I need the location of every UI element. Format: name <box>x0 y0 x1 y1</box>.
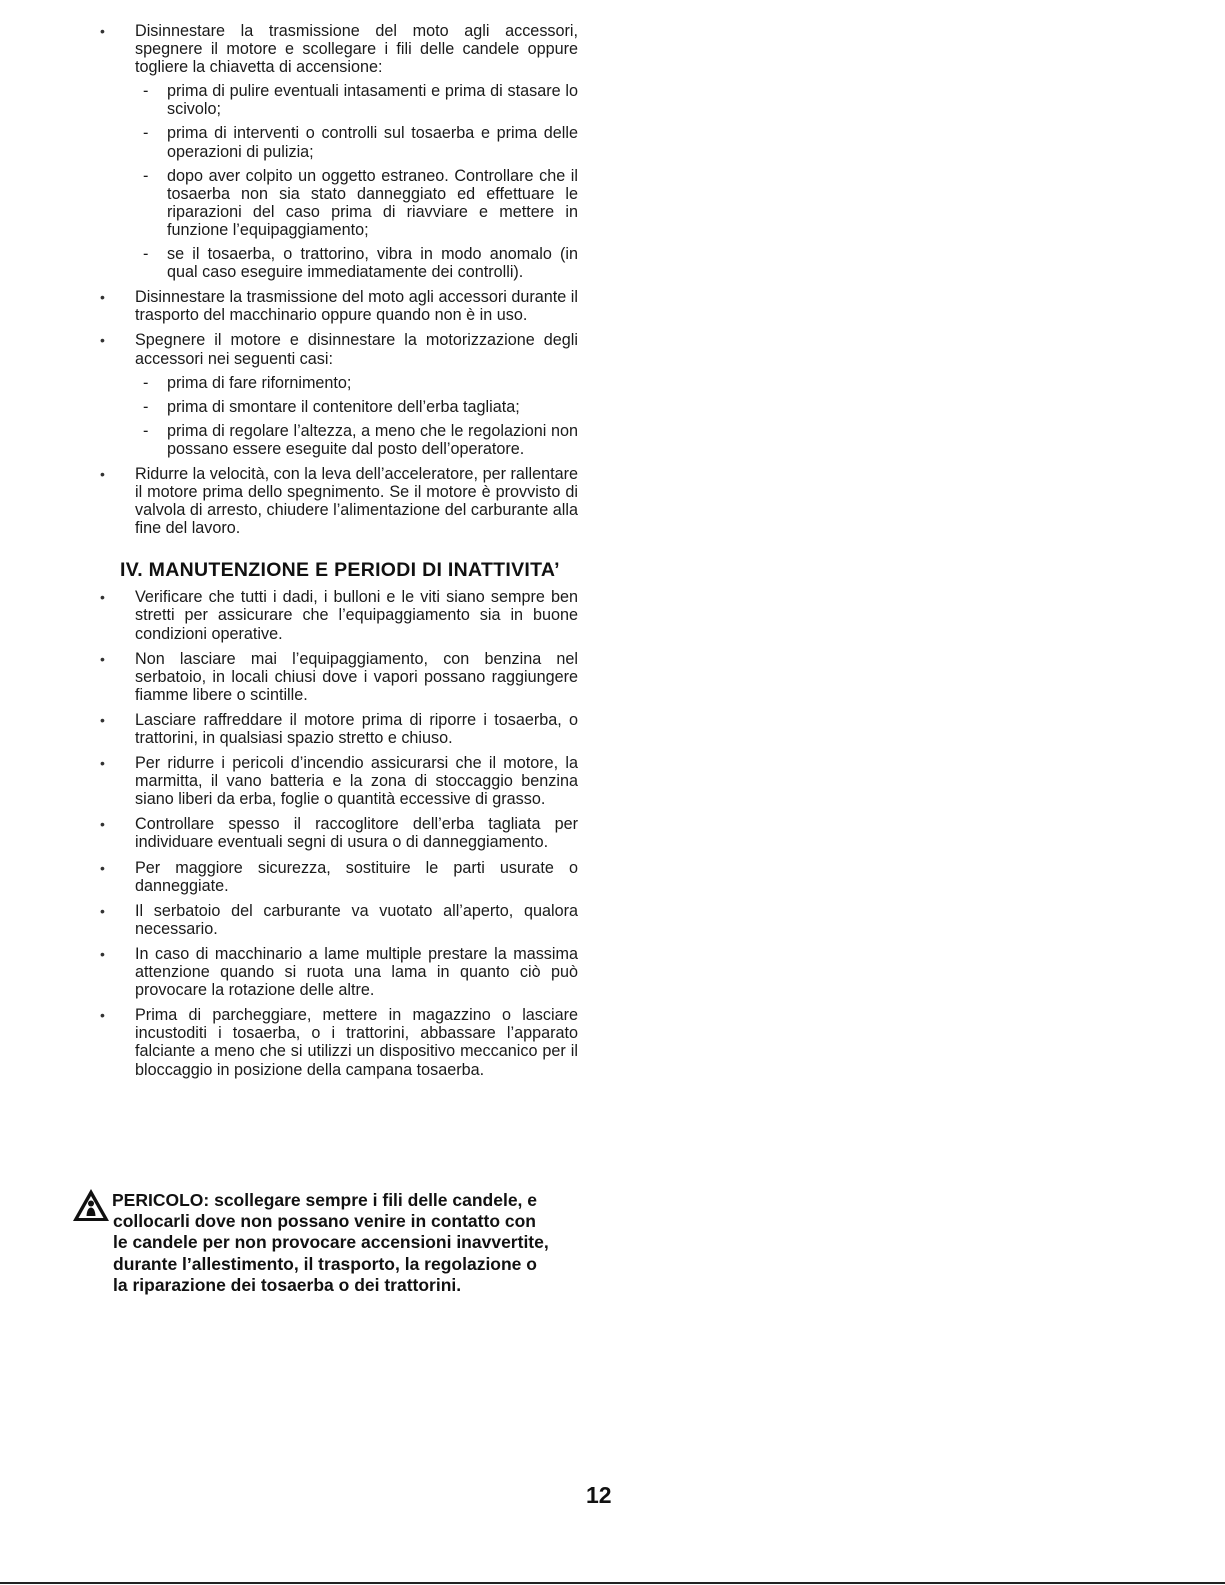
section-heading: IV. MANUTENZIONE E PERIODI DI INATTIVITA’ <box>120 559 560 582</box>
danger-text-line: PERICOLO: scollegare sempre i fili delle candele, e <box>112 1190 538 1210</box>
list-item <box>100 859 578 895</box>
list-item-text: In caso di macchinario a lame multiple prestare la massima attenzione quando si ruota una lama in quanto ciò può provocare la rotazione delle altre. <box>135 944 578 1000</box>
list-item <box>100 331 578 458</box>
text-column <box>100 22 578 1086</box>
bullet: • <box>100 332 105 349</box>
bullet: • <box>100 755 105 772</box>
danger-text-line: collocarli dove non possano venire in contatto con <box>113 1211 536 1232</box>
bullet: • <box>100 589 105 606</box>
dash: - <box>143 82 149 101</box>
sub-list-item <box>135 82 578 118</box>
sub-list-item <box>135 245 578 281</box>
list-item <box>100 945 578 999</box>
list-item <box>100 588 578 642</box>
danger-text-line: le candele per non provocare accensioni inavvertite, <box>113 1232 549 1253</box>
sub-list-item-text: prima di interventi o controlli sul tosaerba e prima delle operazioni di pulizia; <box>167 124 578 161</box>
list-item-text: Non lasciare mai l’equipaggiamento, con benzina nel serbatoio, in locali chiusi dove i vapori possano raggiungere fiamme libere o scintille. <box>135 649 578 704</box>
bullet: • <box>100 650 105 667</box>
list-item <box>100 815 578 851</box>
list-item <box>100 650 578 704</box>
list-item-text: Prima di parcheggiare, mettere in magazzino o lasciare incustoditi i tosaerba, o i trattorini, abbassare l’apparato falciante a meno che si utilizzi un dispositivo meccanico per il bloccaggio in posizione della campana tosaerba. <box>135 1006 578 1079</box>
list-item-text: Per maggiore sicurezza, sostituire le parti usurate o danneggiate. <box>135 858 578 895</box>
dash: - <box>143 166 149 185</box>
sub-list-item <box>135 124 578 160</box>
sub-list-item-text: prima di regolare l’altezza, a meno che le regolazioni non possano essere eseguite dal posto dell’operatore. <box>167 421 578 458</box>
danger-text-line: durante l’allestimento, il trasporto, la regolazione o <box>113 1253 537 1274</box>
danger-text-line: la riparazione dei tosaerba o dei trattorini. <box>113 1274 462 1295</box>
list-item-text: Per ridurre i pericoli d’incendio assicurarsi che il motore, la marmitta, il vano batteria e la zona di stoccaggio benzina siano liberi da erba, foglie o quantità eccessive di grasso. <box>135 754 578 809</box>
list-item-text: Ridurre la velocità, con la leva dell’acceleratore, per rallentare il motore prima dello spegnimento. Se il motore è provvisto di valvola di arresto, chiudere l’alimentazione del carburante alla fine del lavoro. <box>135 464 578 538</box>
bullet: • <box>100 816 105 833</box>
sub-list <box>135 82 578 281</box>
sub-list-item-text: se il tosaerba, o trattorino, vibra in modo anomalo (in qual caso eseguire immediatamente dei controlli). <box>167 245 578 282</box>
list-item <box>100 22 578 281</box>
danger-notice <box>72 1190 549 1296</box>
page-number: 12 <box>586 1482 612 1508</box>
dash: - <box>143 397 149 416</box>
list-item <box>100 288 578 324</box>
bullet: • <box>100 902 105 919</box>
bullet: • <box>100 1007 105 1024</box>
warning-triangle-icon <box>72 1188 110 1222</box>
dash: - <box>143 124 149 143</box>
sub-list-item <box>135 422 578 458</box>
dash: - <box>143 245 149 264</box>
sub-list-item-text: dopo aver colpito un oggetto estraneo. Controllare che il tosaerba non sia stato danneggiato ed effettuare le riparazioni del caso prima di riavviare e mettere in funzione l’equipaggiamento; <box>167 166 578 239</box>
sub-list-item <box>135 167 578 239</box>
bullet: • <box>100 859 105 876</box>
sub-list-item-text: prima di pulire eventuali intasamenti e prima di stasare lo scivolo; <box>167 82 578 119</box>
list-item-text: Verificare che tutti i dadi, i bulloni e le viti siano sempre ben stretti per assicurare che l’equipaggiamento sia in buone condizioni operative. <box>135 588 578 643</box>
list-item <box>100 465 578 537</box>
list-item-text: Spegnere il motore e disinnestare la motorizzazione degli accessori nei seguenti casi: <box>135 331 578 368</box>
list-item-text: Controllare spesso il raccoglitore dell’erba tagliata per individuare eventuali segni di usura o di danneggiamento. <box>135 815 578 852</box>
dash: - <box>143 421 149 440</box>
sub-list-item <box>135 374 578 392</box>
sub-list <box>135 374 578 458</box>
bottom-rule <box>0 1582 1225 1584</box>
list-item-text: Lasciare raffreddare il motore prima di riporre i tosaerba, o trattorini, in qualsiasi spazio stretto e chiuso. <box>135 710 578 747</box>
list-item-text: Disinnestare la trasmissione del moto agli accessori, spegnere il motore e scollegare i fili delle candele oppure togliere la chiavetta di accensione: <box>135 22 578 77</box>
list-item-text: Il serbatoio del carburante va vuotato all’aperto, qualora necessario. <box>135 901 578 938</box>
list-item-text: Disinnestare la trasmissione del moto agli accessori durante il trasporto del macchinario oppure quando non è in uso. <box>135 288 578 325</box>
list-item <box>100 754 578 808</box>
dash: - <box>143 373 149 392</box>
bullet: • <box>100 23 105 39</box>
sub-list-item-text: prima di fare rifornimento; <box>167 373 352 392</box>
sub-list-item-text: prima di smontare il contenitore dell’erba tagliata; <box>167 397 520 416</box>
list-item <box>100 1006 578 1078</box>
bullet: • <box>100 945 105 962</box>
bullet: • <box>100 289 105 306</box>
sub-list-item <box>135 398 578 416</box>
bullet: • <box>100 711 105 728</box>
list-item <box>100 711 578 747</box>
bullet: • <box>100 465 105 482</box>
list-item <box>100 902 578 938</box>
